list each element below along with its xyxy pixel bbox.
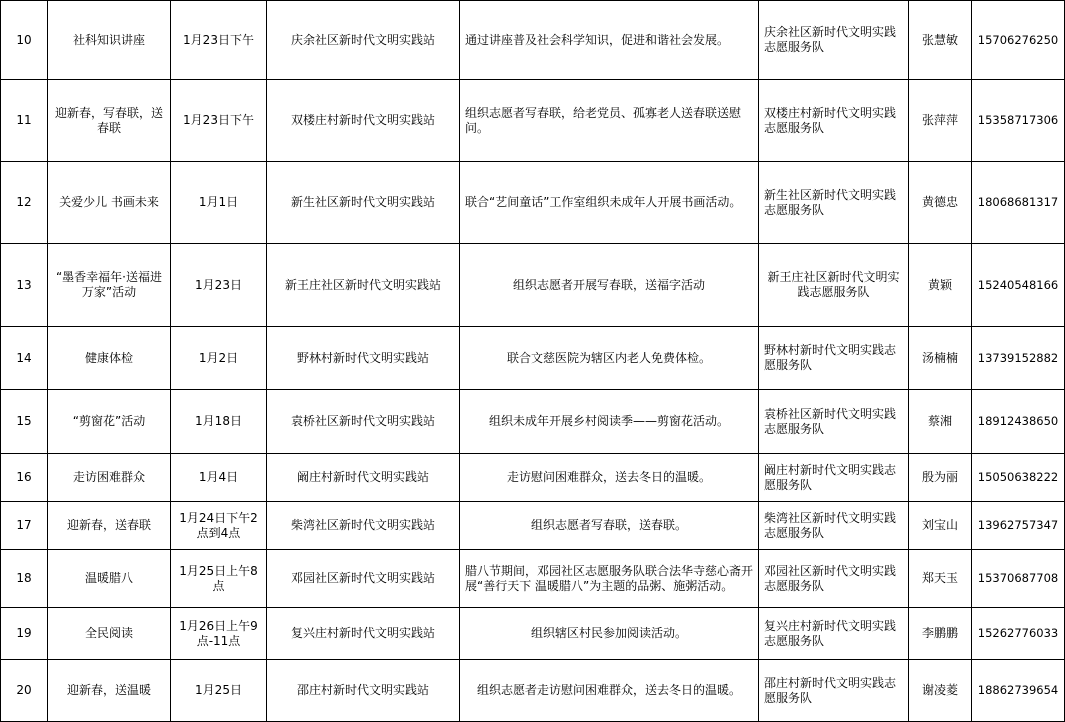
row-number: 11: [1, 80, 48, 162]
service-team: 柴湾社区新时代文明实践志愿服务队: [759, 502, 909, 550]
table-row: [1, 1, 1065, 80]
activity-description: 组织志愿者写春联，送春联。: [460, 502, 759, 550]
contact-person: 蔡湘: [909, 390, 972, 454]
practice-station: 新王庄社区新时代文明实践站: [267, 244, 460, 327]
service-team: 双楼庄村新时代文明实践志愿服务队: [759, 80, 909, 162]
table-row: [1, 502, 1065, 550]
service-team: 庆余社区新时代文明实践志愿服务队: [759, 1, 909, 80]
table-row: [1, 390, 1065, 454]
contact-person: 黄德忠: [909, 162, 972, 244]
activity-description: 组织志愿者走访慰问困难群众，送去冬日的温暖。: [460, 660, 759, 722]
phone-number: 15240548166: [972, 244, 1065, 327]
activity-time: 1月4日: [171, 454, 267, 502]
table-row: [1, 162, 1065, 244]
row-number: 10: [1, 1, 48, 80]
contact-person: 李鹏鹏: [909, 608, 972, 660]
row-number: 18: [1, 550, 48, 608]
activity-time: 1月18日: [171, 390, 267, 454]
row-number: 14: [1, 327, 48, 390]
service-team: 新生社区新时代文明实践志愿服务队: [759, 162, 909, 244]
activity-name: 迎新春，送温暖: [48, 660, 171, 722]
activity-name: “墨香幸福年·送福进万家”活动: [48, 244, 171, 327]
contact-person: 汤楠楠: [909, 327, 972, 390]
table-row: [1, 660, 1065, 722]
practice-station: 柴湾社区新时代文明实践站: [267, 502, 460, 550]
row-number: 15: [1, 390, 48, 454]
activity-time: 1月1日: [171, 162, 267, 244]
activity-name: 关爱少儿 书画未来: [48, 162, 171, 244]
row-number: 19: [1, 608, 48, 660]
service-team: 新王庄社区新时代文明实践志愿服务队: [759, 244, 909, 327]
phone-number: 15262776033: [972, 608, 1065, 660]
activity-description: 通过讲座普及社会科学知识，促进和谐社会发展。: [460, 1, 759, 80]
activity-time: 1月2日: [171, 327, 267, 390]
contact-person: 黄颖: [909, 244, 972, 327]
row-number: 13: [1, 244, 48, 327]
phone-number: 18862739654: [972, 660, 1065, 722]
table-row: [1, 327, 1065, 390]
activity-description: 走访慰问困难群众，送去冬日的温暖。: [460, 454, 759, 502]
activity-time: 1月26日上午9点-11点: [171, 608, 267, 660]
service-team: 邵庄村新时代文明实践志愿服务队: [759, 660, 909, 722]
activity-time: 1月23日下午: [171, 80, 267, 162]
contact-person: 殷为丽: [909, 454, 972, 502]
activity-time: 1月23日: [171, 244, 267, 327]
practice-station: 双楼庄村新时代文明实践站: [267, 80, 460, 162]
contact-person: 张萍萍: [909, 80, 972, 162]
phone-number: 18068681317: [972, 162, 1065, 244]
table-row: [1, 244, 1065, 327]
table-row: [1, 550, 1065, 608]
service-team: 野林村新时代文明实践志愿服务队: [759, 327, 909, 390]
activity-name: 迎新春，写春联，送春联: [48, 80, 171, 162]
activity-description: 组织未成年开展乡村阅读季——剪窗花活动。: [460, 390, 759, 454]
contact-person: 张慧敏: [909, 1, 972, 80]
phone-number: 18912438650: [972, 390, 1065, 454]
activity-name: “剪窗花”活动: [48, 390, 171, 454]
activity-description: 组织辖区村民参加阅读活动。: [460, 608, 759, 660]
activity-name: 走访困难群众: [48, 454, 171, 502]
phone-number: 15358717306: [972, 80, 1065, 162]
service-team: 阚庄村新时代文明实践志愿服务队: [759, 454, 909, 502]
activity-time: 1月23日下午: [171, 1, 267, 80]
phone-number: 15050638222: [972, 454, 1065, 502]
phone-number: 13739152882: [972, 327, 1065, 390]
practice-station: 阚庄村新时代文明实践站: [267, 454, 460, 502]
service-team: 邓园社区新时代文明实践志愿服务队: [759, 550, 909, 608]
activity-name: 社科知识讲座: [48, 1, 171, 80]
activity-description: 组织志愿者开展写春联，送福字活动: [460, 244, 759, 327]
row-number: 20: [1, 660, 48, 722]
phone-number: 15370687708: [972, 550, 1065, 608]
activity-time: 1月25日上午8点: [171, 550, 267, 608]
activity-description: 联合文慈医院为辖区内老人免费体检。: [460, 327, 759, 390]
contact-person: 郑天玉: [909, 550, 972, 608]
practice-station: 庆余社区新时代文明实践站: [267, 1, 460, 80]
phone-number: 13962757347: [972, 502, 1065, 550]
row-number: 16: [1, 454, 48, 502]
row-number: 17: [1, 502, 48, 550]
activity-description: 组织志愿者写春联，给老党员、孤寡老人送春联送慰问。: [460, 80, 759, 162]
practice-station: 新生社区新时代文明实践站: [267, 162, 460, 244]
contact-person: 谢凌菱: [909, 660, 972, 722]
table-row: [1, 454, 1065, 502]
activity-description: 腊八节期间，邓园社区志愿服务队联合法华寺慈心斋开展“善行天下 温暖腊八”为主题的品粥、施粥活动。: [460, 550, 759, 608]
service-team: 袁桥社区新时代文明实践志愿服务队: [759, 390, 909, 454]
practice-station: 袁桥社区新时代文明实践站: [267, 390, 460, 454]
practice-station: 野林村新时代文明实践站: [267, 327, 460, 390]
practice-station: 复兴庄村新时代文明实践站: [267, 608, 460, 660]
activity-name: 温暖腊八: [48, 550, 171, 608]
activity-name: 全民阅读: [48, 608, 171, 660]
table-row: [1, 608, 1065, 660]
practice-station: 邵庄村新时代文明实践站: [267, 660, 460, 722]
service-team: 复兴庄村新时代文明实践志愿服务队: [759, 608, 909, 660]
activity-name: 迎新春，送春联: [48, 502, 171, 550]
row-number: 12: [1, 162, 48, 244]
phone-number: 15706276250: [972, 1, 1065, 80]
activity-time: 1月24日下午2点到4点: [171, 502, 267, 550]
practice-station: 邓园社区新时代文明实践站: [267, 550, 460, 608]
activity-name: 健康体检: [48, 327, 171, 390]
table-row: [1, 80, 1065, 162]
activity-description: 联合“艺间童话”工作室组织未成年人开展书画活动。: [460, 162, 759, 244]
contact-person: 刘宝山: [909, 502, 972, 550]
activity-time: 1月25日: [171, 660, 267, 722]
